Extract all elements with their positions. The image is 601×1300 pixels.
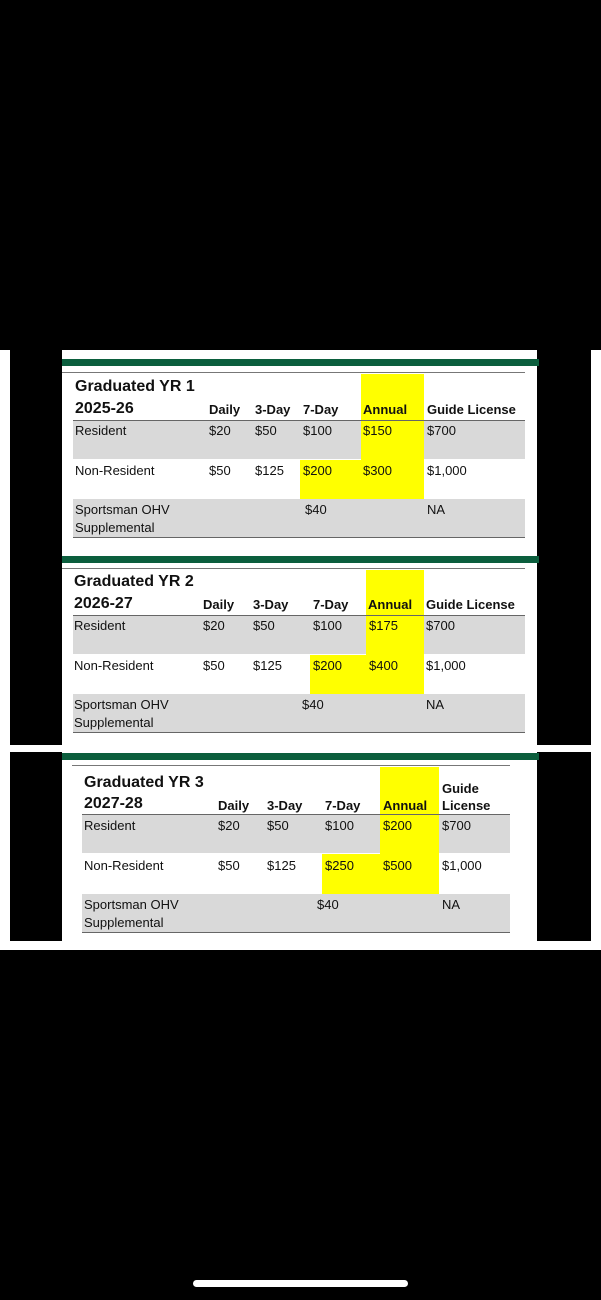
row-label-resident: Resident	[75, 423, 127, 438]
cell-daily: $50	[203, 658, 225, 673]
fee-table-panel-yr1	[0, 350, 601, 552]
bottom-rule	[82, 932, 510, 933]
top-rule	[72, 765, 510, 766]
cell-guide: $1,000	[427, 463, 467, 478]
header-annual: Annual	[383, 798, 428, 813]
table-period: 2027-28	[84, 795, 143, 812]
cell-3-day: $125	[267, 858, 296, 873]
header-annual: Annual	[363, 402, 408, 417]
cell-annual: $150	[363, 423, 392, 438]
top-rule	[62, 568, 525, 569]
header-3-day: 3-Day	[253, 597, 289, 612]
cell-annual: $400	[369, 658, 398, 673]
header-rule	[73, 420, 525, 421]
cell-7-day: $100	[313, 618, 342, 633]
home-indicator[interactable]	[193, 1280, 408, 1287]
row-label-sportsman-ohv: Sportsman OHV	[75, 502, 170, 517]
fee-table-panel-yr2	[0, 552, 601, 745]
header-guide-license: Guide License	[427, 402, 516, 417]
row-label-supplemental: Supplemental	[84, 915, 164, 930]
row-label-non-resident: Non-Resident	[75, 463, 155, 478]
header-daily: Daily	[203, 597, 235, 612]
cell-7-day: $100	[325, 818, 354, 833]
header-7-day: 7-Day	[303, 402, 339, 417]
cell-guide: $700	[427, 423, 456, 438]
bottom-rule	[73, 732, 525, 733]
cell-annual: $200	[383, 818, 412, 833]
cell-guide: $1,000	[442, 858, 482, 873]
right-black-bar	[537, 752, 591, 941]
header-daily: Daily	[218, 798, 250, 813]
cell-guide: $700	[426, 618, 455, 633]
table-period: 2026-27	[74, 595, 133, 612]
row-label-resident: Resident	[74, 618, 126, 633]
left-black-bar	[10, 752, 62, 941]
cell-3-day: $50	[267, 818, 289, 833]
row-label-supplemental: Supplemental	[75, 520, 155, 535]
cell-guide: NA	[442, 897, 461, 912]
cell-3-day: $125	[253, 658, 282, 673]
cell-daily: $50	[218, 858, 240, 873]
header-guide-license: Guide License	[426, 597, 515, 612]
right-black-bar	[537, 552, 591, 745]
left-black-bar	[10, 552, 62, 745]
row-label-non-resident: Non-Resident	[84, 858, 164, 873]
cell-guide: $1,000	[426, 658, 466, 673]
header-guide-line2: License	[442, 798, 491, 813]
row-label-sportsman-ohv: Sportsman OHV	[84, 897, 179, 912]
cell-guide: $700	[442, 818, 471, 833]
table-title: Graduated YR 1	[75, 378, 195, 395]
cell-daily: $20	[209, 423, 231, 438]
cell-daily: $20	[218, 818, 240, 833]
fee-table-panel-yr3	[0, 745, 601, 950]
green-header-bar	[62, 556, 539, 563]
cell-3-day: $125	[255, 463, 284, 478]
resident-row-shade	[73, 616, 525, 654]
row-label-resident: Resident	[84, 818, 136, 833]
header-rule	[73, 615, 525, 616]
row-label-supplemental: Supplemental	[74, 715, 154, 730]
bottom-rule	[73, 537, 525, 538]
right-black-bar	[537, 350, 591, 552]
cell-7-day: $100	[303, 423, 332, 438]
row-label-sportsman-ohv: Sportsman OHV	[74, 697, 169, 712]
left-black-bar	[10, 350, 62, 552]
table-title: Graduated YR 3	[84, 774, 204, 791]
table-title: Graduated YR 2	[74, 573, 194, 590]
cell-daily: $20	[203, 618, 225, 633]
cell-7-day: $200	[303, 463, 332, 478]
top-rule	[62, 372, 525, 373]
cell-annual: $300	[363, 463, 392, 478]
cell-7-day: $250	[325, 858, 354, 873]
row-label-non-resident: Non-Resident	[74, 658, 154, 673]
green-header-bar	[62, 753, 539, 760]
cell-7-day: $40	[305, 502, 327, 517]
cell-annual: $500	[383, 858, 412, 873]
resident-row-shade	[73, 421, 525, 459]
cell-7-day: $200	[313, 658, 342, 673]
header-rule	[82, 814, 510, 815]
header-3-day: 3-Day	[267, 798, 303, 813]
cell-3-day: $50	[253, 618, 275, 633]
cell-guide: NA	[427, 502, 446, 517]
cell-annual: $175	[369, 618, 398, 633]
cell-3-day: $50	[255, 423, 277, 438]
header-guide-line1: Guide	[442, 781, 479, 796]
header-7-day: 7-Day	[313, 597, 349, 612]
header-daily: Daily	[209, 402, 241, 417]
green-header-bar	[62, 359, 539, 366]
cell-guide: NA	[426, 697, 445, 712]
header-7-day: 7-Day	[325, 798, 361, 813]
header-annual: Annual	[368, 597, 413, 612]
header-3-day: 3-Day	[255, 402, 291, 417]
table-period: 2025-26	[75, 400, 134, 417]
cell-7-day: $40	[317, 897, 339, 912]
cell-7-day: $40	[302, 697, 324, 712]
cell-daily: $50	[209, 463, 231, 478]
